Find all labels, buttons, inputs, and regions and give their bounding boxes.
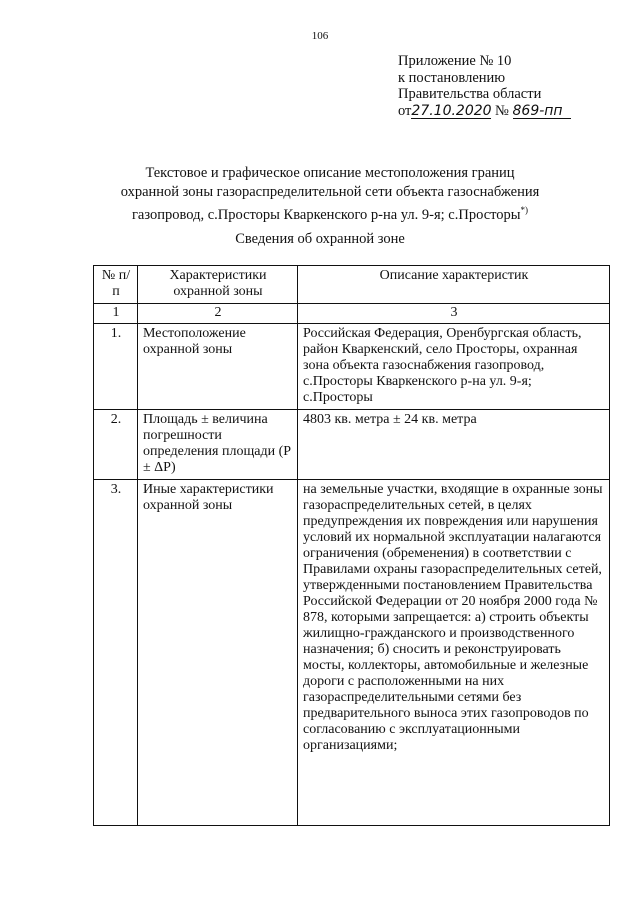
- title-line-3: [60, 201, 600, 224]
- table-row: [94, 324, 610, 410]
- annex-date-prefix: от: [398, 102, 412, 119]
- header-characteristic: Характеристики охранной зоны: [138, 266, 298, 304]
- row-characteristic: Площадь ± величина погрешности определения площади (P ± ΔP): [138, 410, 298, 480]
- row-number: 2.: [94, 410, 138, 480]
- table-header-row: [94, 266, 610, 304]
- row-number: 1.: [94, 324, 138, 410]
- title-line-2: охранной зоны газораспределительной сети объекта газоснабжения: [120, 183, 540, 200]
- annex-number-handwritten: 869-пп: [513, 104, 571, 119]
- row-description: Российская Федерация, Оренбургская область, район Кваркенский, село Просторы, охранная зона объекта газоснабжения газопровод, с.Просторы Кваркенского р-на ул. 9-я; с.Просторы: [298, 324, 610, 410]
- table-row: [94, 410, 610, 480]
- table-row: [94, 480, 610, 826]
- column-number: 3: [298, 304, 610, 324]
- annex-date-line: [398, 103, 628, 120]
- row-description: на земельные участки, входящие в охранные зоны газораспределительных сетей, в целях предупреждения их повреждения или нарушения условий их нормальной эксплуатации налагаются ограничения (обременения) в соответствии с Правилами охраны газораспределительных сетей, утвержденными постановлением Правительства Российской Федерации от 20 ноября 2000 года № 878, которыми запрещается: а) строить объекты жилищно-гражданского и производственного назначения; б) сносить и реконструировать мосты, коллекторы, автомобильные и железные дороги с расположенными на них газораспределительными сетями без предварительного выноса этих газопроводов по согласованию с эксплуатационными организациями;: [298, 480, 610, 826]
- title-line-3-text: газопровод, с.Просторы Кваркенского р-на ул. 9-я; с.Просторы: [131, 206, 521, 223]
- column-number: 1: [94, 304, 138, 324]
- column-number: 2: [138, 304, 298, 324]
- annex-block: [398, 53, 628, 119]
- header-description: Описание характеристик: [298, 266, 610, 304]
- annex-date-handwritten: 27.10.2020: [411, 102, 492, 119]
- title-footnote-mark: *): [520, 205, 529, 215]
- annex-number-prefix: №: [495, 102, 509, 119]
- row-characteristic: Местоположение охранной зоны: [138, 324, 298, 410]
- annex-line-government: Правительства области: [398, 86, 542, 102]
- page-number: 106: [311, 30, 329, 42]
- row-characteristic: Иные характеристики охранной зоны: [138, 480, 298, 826]
- header-number: № п/п: [94, 266, 138, 304]
- title-line-1: Текстовое и графическое описание местоположения границ: [145, 165, 515, 181]
- annex-title: Приложение № 10: [398, 53, 512, 69]
- column-number-row: [94, 304, 610, 324]
- zone-info-table: [93, 265, 610, 826]
- section-subtitle: Сведения об охранной зоне: [235, 231, 405, 247]
- document-title: [60, 164, 600, 224]
- row-number: 3.: [94, 480, 138, 826]
- annex-line-resolution: к постановлению: [398, 69, 506, 86]
- row-description: 4803 кв. метра ± 24 кв. метра: [298, 410, 610, 480]
